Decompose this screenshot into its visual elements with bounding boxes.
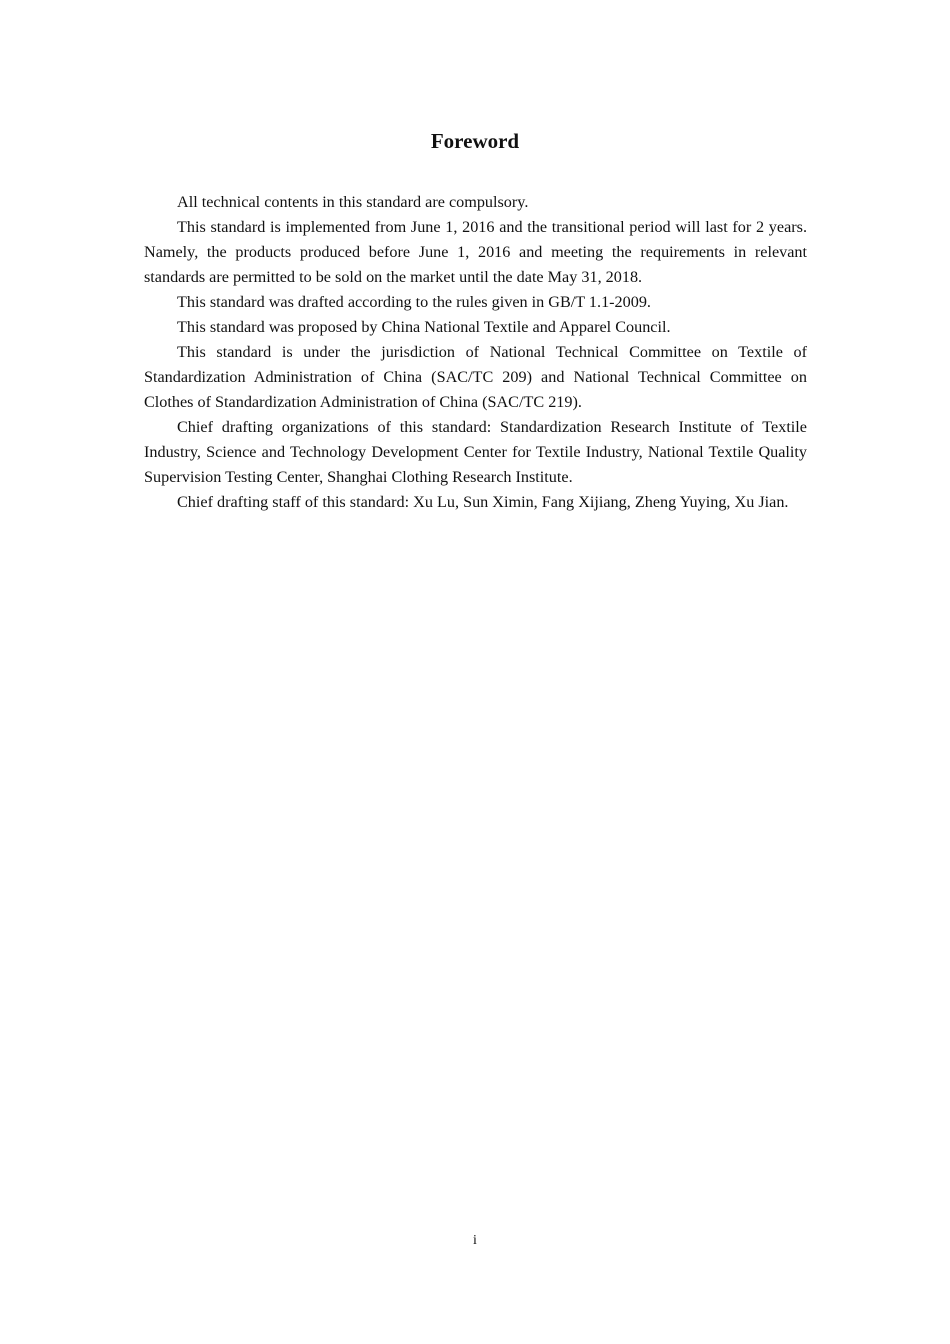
paragraph-drafting-organizations: Chief drafting organizations of this standard: Standardization Research Institute of Textile Industry, Science and Technology Development Center for Textile Industry, National Textile Quality Supervision Testing Center, Shanghai Clothing Research Institute. — [144, 418, 807, 486]
paragraph-jurisdiction: This standard is under the jurisdiction of National Technical Committee on Textile of Standardization Administration of China (SAC/TC 209) and National Technical Committee on Clothes of Standardization Administration of China (SAC/TC 219). — [144, 343, 807, 411]
paragraph-implementation: This standard is implemented from June 1, 2016 and the transitional period will last for 2 years. Namely, the products produced before June 1, 2016 and meeting the requirements in relevant standards are permitted to be sold on the market until the date May 31, 2018. — [144, 218, 807, 286]
page-title: Foreword — [430, 129, 520, 153]
paragraph-drafting-staff: Chief drafting staff of this standard: Xu Lu, Sun Ximin, Fang Xijiang, Zheng Yuying, Xu Jian. — [177, 493, 789, 511]
paragraph-proposed-by: This standard was proposed by China National Textile and Apparel Council. — [177, 318, 671, 336]
page-number: i — [473, 1233, 477, 1248]
paragraph-compulsory: All technical contents in this standard are compulsory. — [177, 193, 529, 211]
paragraph-drafting-rules: This standard was drafted according to the rules given in GB/T 1.1-2009. — [177, 293, 651, 311]
foreword-body — [144, 190, 807, 515]
